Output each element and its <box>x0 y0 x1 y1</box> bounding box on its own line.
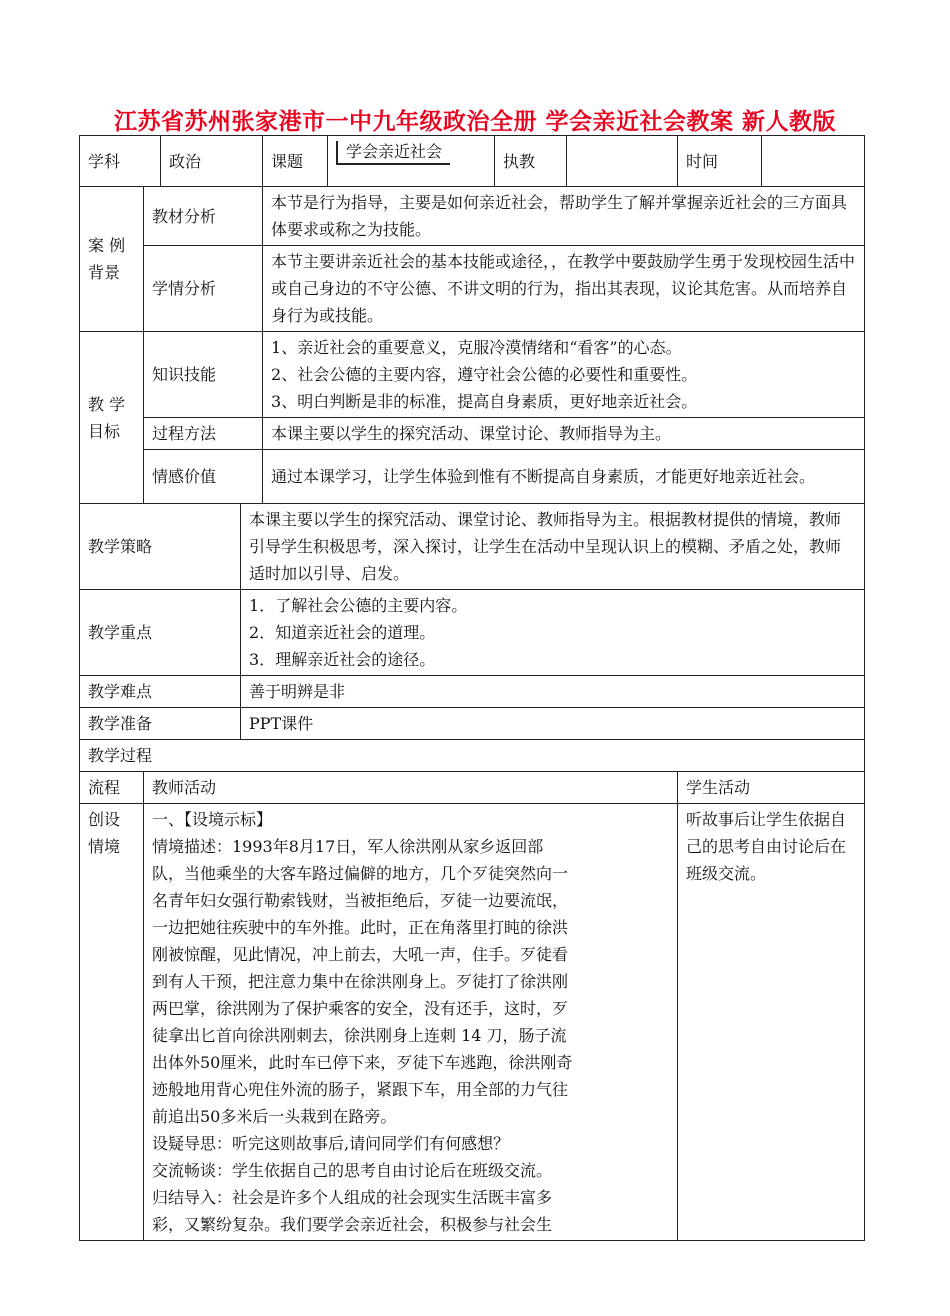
col-flow: 流程 <box>80 772 144 804</box>
knowledge-row <box>80 332 865 418</box>
material-label: 教材分析 <box>144 187 263 246</box>
process-row <box>80 804 865 1241</box>
knowledge-label: 知识技能 <box>144 332 263 418</box>
header-row <box>80 136 865 187</box>
teacher-line: 前追出50多米后一头栽到在路旁。 <box>152 1107 397 1126</box>
process-method-row <box>80 418 865 450</box>
difficulty-row <box>80 676 865 708</box>
preparation-text: PPT课件 <box>241 708 865 740</box>
strategy-text: 本课主要以学生的探究活动、课堂讨论、教师指导为主。根据教材提供的情境，教师引导学生积极思考，深入探讨，让学生在活动中呈现认识上的模糊、矛盾之处，教师适时加以引导、启发。 <box>241 504 865 590</box>
subject-label: 学科 <box>80 136 161 187</box>
student-line: 班级交流。 <box>686 864 767 883</box>
knowledge-item: 2、社会公德的主要内容，遵守社会公德的必要性和重要性。 <box>271 365 698 384</box>
teacher-line: 队，当他乘坐的大客车路过偏僻的地方，几个歹徒突然向一 <box>152 864 569 883</box>
teacher-value <box>567 136 678 187</box>
col-teacher: 教师活动 <box>144 772 678 804</box>
time-label: 时间 <box>678 136 762 187</box>
student-line: 听故事后让学生依据自 <box>686 810 847 829</box>
background-label: 案 例背景 <box>80 187 144 332</box>
strategy-row <box>80 504 865 590</box>
teacher-line: 两巴掌，徐洪刚为了保护乘客的安全，没有还手，这时，歹 <box>152 999 569 1018</box>
material-text: 本节是行为指导，主要是如何亲近社会，帮助学生了解并掌握亲近社会的三方面具体要求或称之为技能。 <box>263 187 865 246</box>
emotion-row <box>80 450 865 504</box>
stage-label: 创设情境 <box>80 804 144 1241</box>
col-student: 学生活动 <box>678 772 865 804</box>
preparation-label: 教学准备 <box>80 708 241 740</box>
teacher-line: 彩，又繁纷复杂。我们要学会亲近社会，积极参与社会生 <box>152 1215 553 1234</box>
difficulty-text: 善于明辨是非 <box>241 676 865 708</box>
teacher-line: 交流畅谈：学生依据自己的思考自由讨论后在班级交流。 <box>152 1161 553 1180</box>
teacher-line: 迹般地用背心兜住外流的肠子，紧跟下车，用全部的力气往 <box>152 1080 569 1099</box>
lesson-plan-table <box>79 135 865 1241</box>
key-point-item: 2．知道亲近社会的道理。 <box>249 623 436 642</box>
time-value <box>762 136 865 187</box>
student-analysis-text: 本节主要讲亲近社会的基本技能或途径，，在教学中要鼓励学生勇于发现校园生活中或自己身边的不守公德、不讲文明的行为，指出其表现，议论其危害。从而培养自身行为或技能。 <box>263 246 865 332</box>
process-method-label: 过程方法 <box>144 418 263 450</box>
strategy-label: 教学策略 <box>80 504 241 590</box>
teacher-line: 刚被惊醒，见此情况，冲上前去，大吼一声，住手。歹徒看 <box>152 945 569 964</box>
process-method-text: 本课主要以学生的探究活动、课堂讨论、教师指导为主。 <box>263 418 865 450</box>
process-heading-row <box>80 740 865 772</box>
teacher-activity <box>144 804 678 1241</box>
difficulty-label: 教学难点 <box>80 676 241 708</box>
student-activity <box>678 804 865 1241</box>
knowledge-item: 1、亲近社会的重要意义，克服冷漠情绪和“看客”的心态。 <box>271 338 682 357</box>
key-point-item: 3．理解亲近社会的途径。 <box>249 650 436 669</box>
teacher-line: 名青年妇女强行勒索钱财，当被拒绝后，歹徒一边要流氓， <box>152 891 569 910</box>
student-analysis-row <box>80 246 865 332</box>
material-row <box>80 187 865 246</box>
teacher-line: 一边把她往疾驶中的车外推。此时，正在角落里打盹的徐洪 <box>152 918 569 937</box>
topic-label: 课题 <box>263 136 328 187</box>
preparation-row <box>80 708 865 740</box>
teacher-line: 设疑导思：听完这则故事后,请问同学们有何感想？ <box>152 1134 510 1153</box>
key-point-item: 1．了解社会公德的主要内容。 <box>249 596 468 615</box>
topic-value: 学会亲近社会 <box>336 141 450 165</box>
key-points-label: 教学重点 <box>80 590 241 676</box>
teacher-label: 执教 <box>495 136 567 187</box>
emotion-text: 通过本课学习，让学生体验到惟有不断提高自身素质，才能更好地亲近社会。 <box>263 450 865 504</box>
knowledge-items <box>263 332 865 418</box>
student-analysis-label: 学情分析 <box>144 246 263 332</box>
teacher-line: 出体外50厘米，此时车已停下来，歹徒下车逃跑，徐洪刚奇 <box>152 1053 573 1072</box>
subject-value: 政治 <box>161 136 263 187</box>
key-points-items <box>241 590 865 676</box>
process-label: 教学过程 <box>80 740 865 772</box>
student-line: 己的思考自由讨论后在 <box>686 837 847 856</box>
goals-label: 教 学目标 <box>80 332 144 504</box>
emotion-label: 情感价值 <box>144 450 263 504</box>
knowledge-item: 3、明白判断是非的标准，提高自身素质，更好地亲近社会。 <box>271 392 698 411</box>
teacher-line: 一、【设境示标】 <box>152 810 273 829</box>
teacher-line: 徒拿出匕首向徐洪刚刺去，徐洪刚身上连刺 14 刀，肠子流 <box>152 1026 567 1045</box>
key-points-row <box>80 590 865 676</box>
teacher-line: 到有人干预，把注意力集中在徐洪刚身上。歹徒打了徐洪刚 <box>152 972 569 991</box>
process-columns-row <box>80 772 865 804</box>
teacher-line: 归结导入：社会是许多个人组成的社会现实生活既丰富多 <box>152 1188 553 1207</box>
document-title: 江苏省苏州张家港市一中九年级政治全册 学会亲近社会教案 新人教版 <box>113 108 836 135</box>
teacher-line: 情境描述：1993年8月17日，军人徐洪刚从家乡返回部 <box>152 837 544 856</box>
topic-cell <box>328 136 495 187</box>
